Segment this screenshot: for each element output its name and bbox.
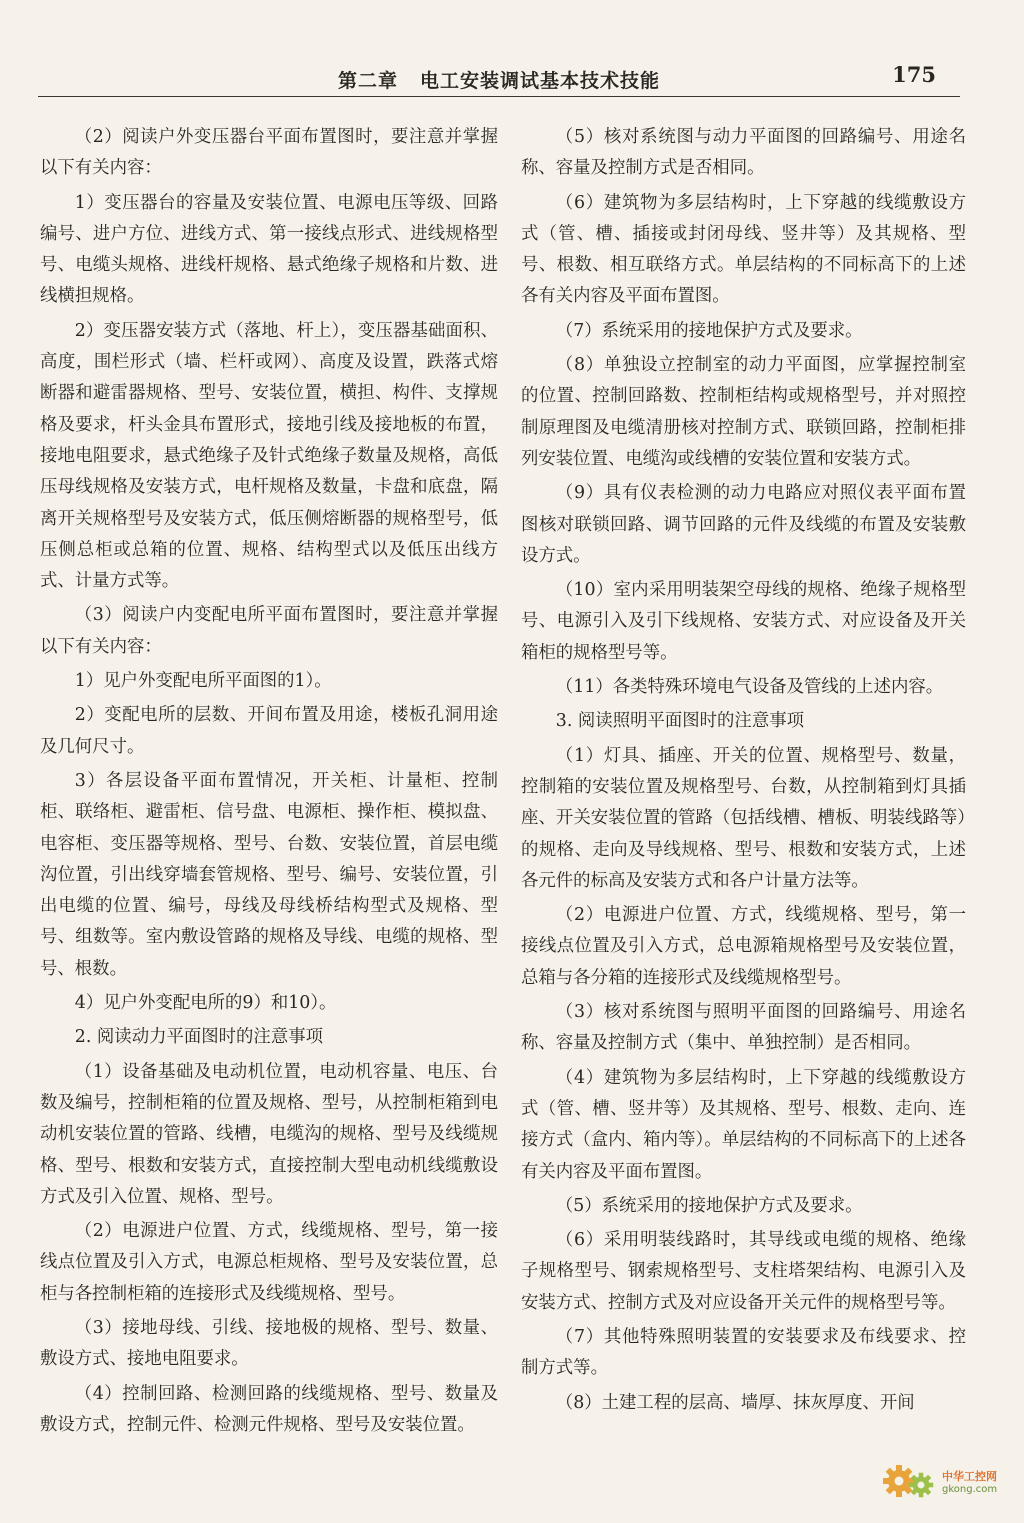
- paragraph: （9）具有仪表检测的动力电路应对照仪表平面布置图核对联锁回路、调节回路的元件及线缆的布置及安装敷设方式。: [521, 483, 966, 566]
- paragraph: （4）建筑物为多层结构时，上下穿越的线缆敷设方式（管、槽、竖井等）及其规格、型号、根数、走向、连接方式（盒内、箱内等）。单层结构的不同标高下的上述各有关内容及平面布置图。: [521, 1067, 966, 1182]
- paragraph: （10）室内采用明装架空母线的规格、绝缘子规格型号、电源引入及引下线规格、安装方式、对应设备及开关箱柜的规格型号等。: [521, 580, 966, 663]
- paragraph: （6）建筑物为多层结构时，上下穿越的线缆敷设方式（管、槽、插接或封闭母线、竖井等）及其规格、型号、根数、相互联络方式。单层结构的不同标高下的上述各有关内容及平面布置图。: [521, 192, 966, 307]
- paragraph: 4）见户外变配电所的9）和10）。: [74, 993, 337, 1014]
- paragraph: （1）设备基础及电动机位置，电动机容量、电压、台数及编号，控制柜箱的位置及规格、型号，从控制柜箱到电动机安装位置的管路、线槽，电缆沟的规格、型号及线缆规格、型号、根数和安装方式，直接控制大型电动机线缆敷设方式及引入位置、规格、型号。: [40, 1061, 498, 1207]
- paragraph: （7）其他特殊照明装置的安装要求及布线要求、控制方式等。: [521, 1326, 966, 1379]
- chapter-title: 电工安装调试基本技术技能: [420, 70, 661, 92]
- paragraph: （5）核对系统图与动力平面图的回路编号、用途名称、容量及控制方式是否相同。: [521, 127, 966, 179]
- right-column: [521, 122, 966, 1422]
- gear-icon: [908, 1472, 934, 1498]
- paragraph: （3）接地母线、引线、接地极的规格、型号、数量、敷设方式、接地电阻要求。: [40, 1317, 498, 1370]
- paragraph: （2）阅读户外变压器台平面布置图时，要注意并掌握以下有关内容：: [40, 127, 498, 179]
- paragraph: （1）灯具、插座、开关的位置、规格型号、数量，控制箱的安装位置及规格型号、台数，从控制箱到灯具插座、开关安装位置的管路（包括线槽、槽板、明装线路等）的规格、走向及导线规格、型号、根数和安装方式，上述各元件的标高及安装方式和各户计量方法等。: [521, 745, 966, 891]
- paragraph: （3）阅读户内变配电所平面布置图时，要注意并掌握以下有关内容：: [40, 605, 498, 657]
- paragraph: （8）单独设立控制室的动力平面图，应掌握控制室的位置、控制回路数、控制柜结构或规格型号，并对照控制原理图及电缆清册核对控制方式、联锁回路，控制柜排列安装位置、电缆沟或线槽的安装位置和安装方式。: [521, 355, 966, 469]
- paragraph: （5）系统采用的接地保护方式及要求。: [555, 1195, 863, 1216]
- paragraph: （7）系统采用的接地保护方式及要求。: [555, 320, 863, 341]
- left-column: [40, 122, 498, 1444]
- paragraph: 2）变压器安装方式（落地、杆上），变压器基础面积、高度，围栏形式（墙、栏杆或网）、高度及设置，跌落式熔断器和避雷器规格、型号、安装位置，横担、构件、支撑规格及要求，杆头金具布置形式，接地引线及接地板的布置，接地电阻要求，悬式绝缘子及针式绝缘子数量及规格，高低压母线规格及安装方式，电杆规格及数量，卡盘和底盘，隔离开关规格型号及安装方式，低压侧熔断器的规格型号，低压侧总柜或总箱的位置、规格、结构型式以及低压出线方式、计量方式等。: [40, 320, 498, 592]
- paragraph: （8）土建工程的层高、墙厚、抹灰厚度、开间: [555, 1392, 915, 1413]
- paragraph: 2）变配电所的层数、开间布置及用途，楼板孔洞用途及几何尺寸。: [40, 705, 498, 757]
- paragraph: 3）各层设备平面布置情况，开关柜、计量柜、控制柜、联络柜、避雷柜、信号盘、电源柜、操作柜、模拟盘、电容柜、变压器等规格、型号、台数、安装位置，首层电缆沟位置，引出线穿墙套管规格、型号、编号、安装位置，引出电缆的位置、编号，母线及母线桥结构型式及规格、型号、组数等。室内敷设管路的规格及导线、电缆的规格、型号、根数。: [40, 770, 498, 979]
- paragraph: （2）电源进户位置、方式，线缆规格、型号，第一接线点位置及引入方式，电源总柜规格、型号及安装位置，总柜与各控制柜箱的连接形式及线缆规格、型号。: [40, 1221, 498, 1304]
- section-heading: 3. 阅读照明平面图时的注意事项: [555, 711, 804, 732]
- running-header: [38, 56, 960, 97]
- paragraph: （3）核对系统图与照明平面图的回路编号、用途名称、容量及控制方式（集中、单独控制）是否相同。: [521, 1002, 966, 1054]
- page-number: 175: [892, 62, 936, 87]
- section-heading: 2. 阅读动力平面图时的注意事项: [74, 1027, 323, 1048]
- chapter-heading: [338, 66, 660, 93]
- paragraph: （11）各类特殊环境电气设备及管线的上述内容。: [555, 677, 944, 698]
- paragraph: （6）采用明装线路时，其导线或电缆的规格、绝缘子规格型号、钢索规格型号、支柱塔架结构、电源引入及安装方式、控制方式及对应设备开关元件的规格型号等。: [521, 1230, 966, 1313]
- chapter-number: 第二章: [338, 70, 399, 92]
- watermark-logo: [882, 1458, 1016, 1504]
- paragraph: 1）见户外变配电所平面图的1）。: [74, 671, 332, 692]
- paragraph: （2）电源进户位置、方式，线缆规格、型号，第一接线点位置及引入方式，总电源箱规格型号及安装位置，总箱与各分箱的连接形式及线缆规格型号。: [521, 905, 966, 988]
- watermark-site-name: 中华工控网: [942, 1470, 997, 1483]
- watermark-domain: gkong.com: [942, 1484, 998, 1495]
- paragraph: （4）控制回路、检测回路的线缆规格、型号、数量及敷设方式，控制元件、检测元件规格、型号及安装位置。: [40, 1383, 498, 1435]
- paragraph: 1）变压器台的容量及安装位置、电源电压等级、回路编号、进户方位、进线方式、第一接线点形式、进线规格型号、电缆头规格、进线杆规格、悬式绝缘子规格和片数、进线横担规格。: [40, 192, 498, 307]
